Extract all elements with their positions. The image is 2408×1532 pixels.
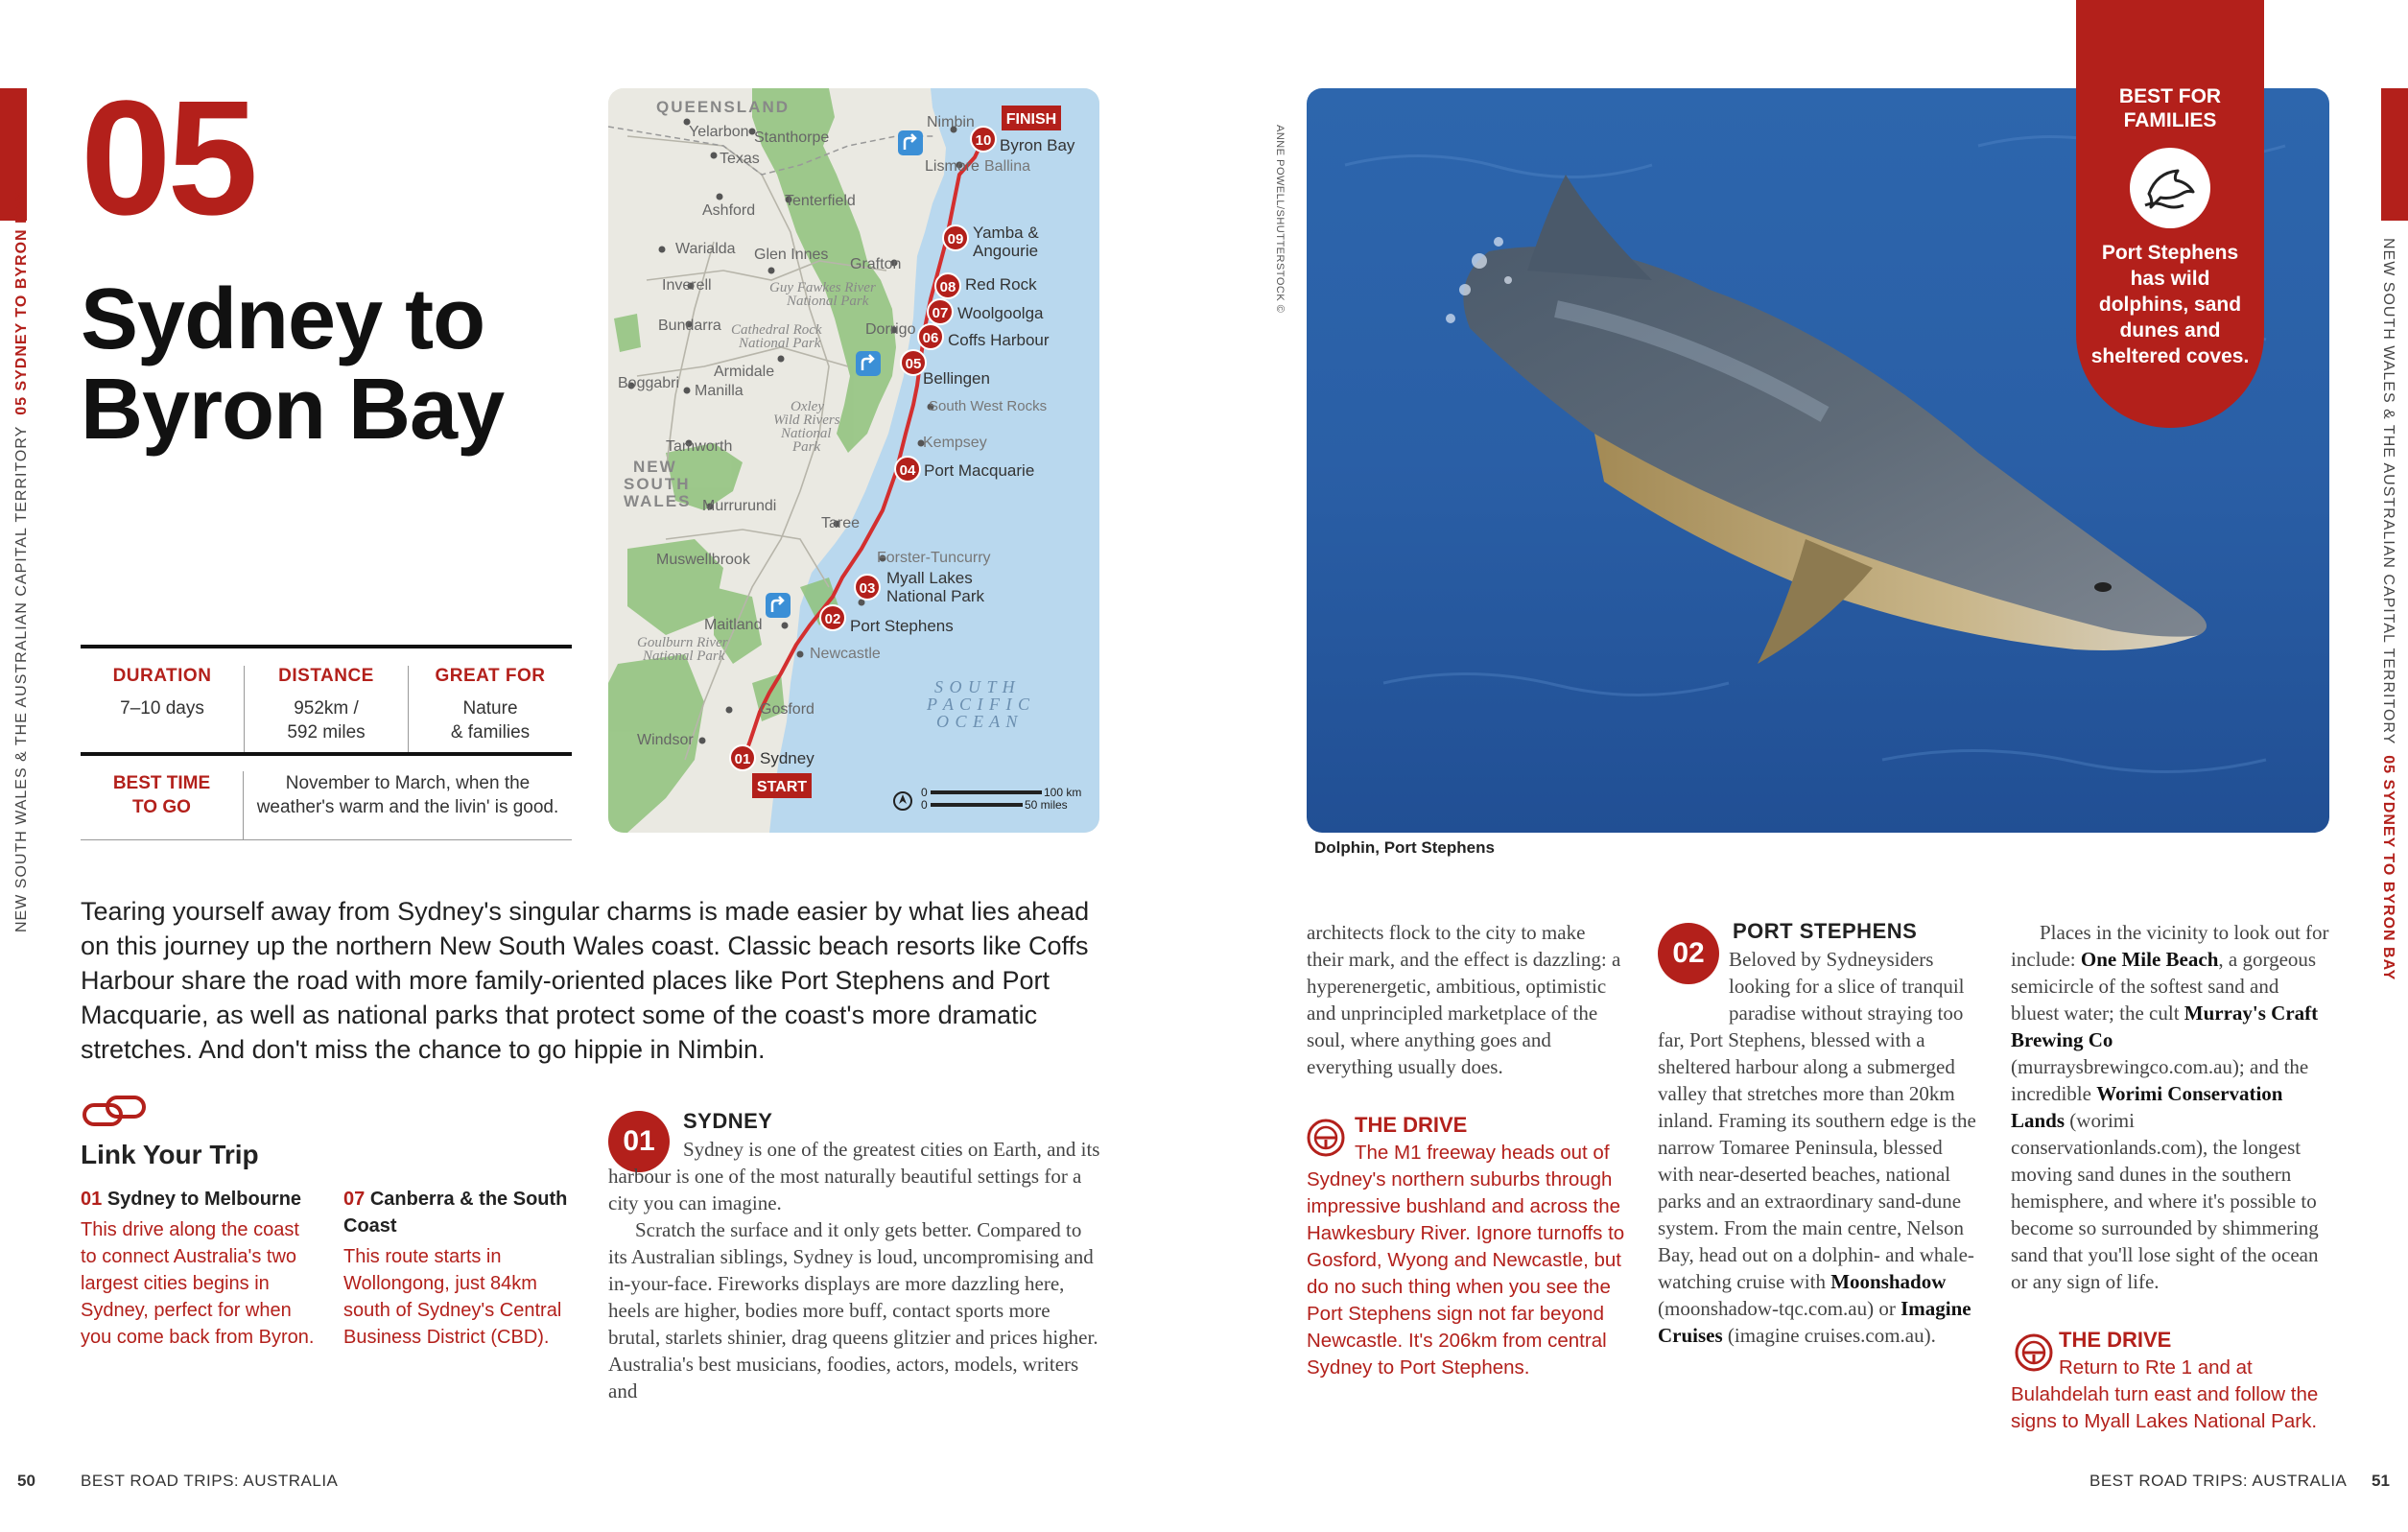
trip-title xyxy=(81,271,505,458)
side-running-head-left xyxy=(13,190,31,932)
map-stop-01 xyxy=(730,745,814,770)
svg-text:Cathedral Rock: Cathedral Rock xyxy=(731,322,822,338)
map-region-qld: QUEENSLAND xyxy=(656,98,791,116)
svg-text:03: 03 xyxy=(859,580,876,597)
stop-badge-02: 02 xyxy=(1658,923,1719,984)
svg-text:Nimbin: Nimbin xyxy=(927,114,975,130)
svg-text:Stanthorpe: Stanthorpe xyxy=(754,130,830,146)
svg-text:Warialda: Warialda xyxy=(675,241,736,257)
svg-text:Taree: Taree xyxy=(821,515,861,531)
fact-value: 952km / 592 miles xyxy=(287,698,366,742)
fact-label: GREAT FOR xyxy=(435,666,546,686)
sydney-text-continued: architects flock to the city to make their mark, and the effect is dazzling: a hyperenergetic, ambitious, optimistic and unprincipled marketplace of the soul, where anything goes and everything usually does. xyxy=(1307,921,1621,1078)
fact-value: 7–10 days xyxy=(120,698,204,719)
title-line-1: Sydney to xyxy=(81,271,485,367)
svg-text:Wild Rivers: Wild Rivers xyxy=(773,412,840,428)
route-map xyxy=(608,88,1099,833)
port-stephens-places-text: Places in the vicinity to look out for include: One Mile Beach, a gorgeous semicircle of the softest sand and bluest water; the cult Murray's Craft Brewing Co (murraysbrewingco.com.au); and the incredible Worimi Conservation Lands (worimi conservationlands.com), the longest moving sand dunes in the southern hemisphere, and where it's possible to become so surrounded by shimmering sand that you'll lose sight of the ocean or any sign of life. xyxy=(2011,921,2329,1293)
svg-text:Texas: Texas xyxy=(720,151,760,167)
link-your-trip-heading: Link Your Trip xyxy=(81,1140,259,1169)
dolphin-icon xyxy=(2130,148,2210,228)
svg-text:Grafton: Grafton xyxy=(850,256,902,272)
intro-paragraph: Tearing yourself away from Sydney's singular charms is made easier by what lies ahead on this journey up the northern New South Wales coast. Classic beach resorts like Coffs Harbour share the road with more family-oriented places like Port Stephens and Port Macquarie, as well as national parks that protect some of the coast's more dramatic stretches. And don't miss the chance to go hippie in Nimbin. xyxy=(81,897,1090,1064)
svg-text:Myall Lakes: Myall Lakes xyxy=(886,569,973,587)
svg-text:Gosford: Gosford xyxy=(760,701,814,718)
svg-text:Red Rock: Red Rock xyxy=(965,275,1037,294)
page-number-right: 51 xyxy=(2372,1472,2390,1490)
svg-text:50 miles: 50 miles xyxy=(1025,798,1068,812)
svg-text:10: 10 xyxy=(975,132,992,149)
page-number-left: 50 xyxy=(17,1472,35,1490)
linked-trip-text: This route starts in Wollongong, just 84km south of Sydney's Central Business District (CBD). xyxy=(343,1246,562,1348)
svg-text:Yelarbon: Yelarbon xyxy=(689,124,749,140)
drive-text-1: The M1 freeway heads out of Sydney's northern suburbs through impressive bushland and across the Hawkesbury River. Ignore turnoffs to Gosford, Wyong and Newcastle, but do no such thing when you see the Port Stephens sign not far beyond Newcastle. It's 206km from central Sydney to Port Stephens. xyxy=(1307,1142,1625,1379)
svg-text:Port Macquarie: Port Macquarie xyxy=(924,461,1035,480)
svg-text:National Park: National Park xyxy=(787,294,869,309)
side-label-plain: NEW SOUTH WALES & THE AUSTRALIAN CAPITAL TERRITORY xyxy=(13,425,30,932)
svg-text:Byron Bay: Byron Bay xyxy=(1000,136,1075,154)
svg-text:Ashford: Ashford xyxy=(702,202,756,219)
fact-great-for xyxy=(409,666,572,752)
linked-trip-07[interactable] xyxy=(343,1186,583,1351)
svg-text:Oxley: Oxley xyxy=(791,399,824,414)
svg-text:08: 08 xyxy=(939,279,956,295)
svg-text:Tenterfield: Tenterfield xyxy=(785,193,856,209)
svg-text:Boggabri: Boggabri xyxy=(618,375,680,391)
linked-trip-text: This drive along the coast to connect Australia's two largest cities begins in Sydney, perfect for when you come back from Byron. xyxy=(81,1219,315,1348)
svg-text:05: 05 xyxy=(905,356,922,372)
svg-text:South West Rocks: South West Rocks xyxy=(929,398,1048,414)
svg-text:NEW: NEW xyxy=(633,458,677,476)
linked-trip-title: 07 Canberra & the South Coast xyxy=(343,1189,568,1237)
svg-text:P A C I F I C: P A C I F I C xyxy=(927,695,1031,714)
svg-text:S O U T H: S O U T H xyxy=(934,677,1016,696)
svg-text:Newcastle: Newcastle xyxy=(810,646,881,662)
svg-text:Muswellbrook: Muswellbrook xyxy=(656,552,750,568)
stop-heading-port-stephens: PORT STEPHENS xyxy=(1733,919,1918,943)
trip-facts-box xyxy=(81,645,572,840)
svg-text:01: 01 xyxy=(734,751,751,767)
side-label-bold: 05 SYDNEY TO BYRON BAY xyxy=(2380,755,2396,981)
best-for-families-banner xyxy=(2076,0,2264,428)
map-start-label: START xyxy=(756,779,808,795)
footer-right: BEST ROAD TRIPS: AUSTRALIA xyxy=(2089,1472,2348,1490)
fact-value: Nature & families xyxy=(450,698,531,742)
photo-credit: ANNE POWELL/SHUTTERSTOCK © xyxy=(1274,125,1286,314)
svg-text:07: 07 xyxy=(932,305,949,321)
chain-link-icon xyxy=(81,1092,150,1130)
svg-text:Inverell: Inverell xyxy=(662,277,712,294)
side-label-bold: 05 SYDNEY TO BYRON BAY xyxy=(13,189,30,415)
svg-text:Park: Park xyxy=(792,439,821,455)
svg-text:Maitland: Maitland xyxy=(704,617,763,633)
fact-label: BEST TIME TO GO xyxy=(81,771,244,839)
svg-text:National Park: National Park xyxy=(739,336,821,351)
svg-text:04: 04 xyxy=(899,462,916,479)
svg-text:National Park: National Park xyxy=(886,587,985,605)
svg-text:0: 0 xyxy=(921,798,928,812)
svg-text:Ballina: Ballina xyxy=(984,158,1031,175)
drive-heading-2: THE DRIVE xyxy=(2059,1328,2172,1352)
footer-left: BEST ROAD TRIPS: AUSTRALIA xyxy=(81,1472,339,1490)
svg-text:Bundarra: Bundarra xyxy=(658,318,721,334)
drive-text-2: Return to Rte 1 and at Bulahdelah turn east and follow the signs to Myall Lakes National Park. xyxy=(2011,1356,2319,1432)
linked-trip-01[interactable] xyxy=(81,1186,320,1351)
banner-text: Port Stephens has wild dolphins, sand dunes and sheltered coves. xyxy=(2090,242,2250,367)
svg-text:Port Stephens: Port Stephens xyxy=(850,617,954,635)
svg-text:06: 06 xyxy=(922,330,939,346)
svg-text:O C E A N: O C E A N xyxy=(936,712,1019,731)
svg-text:Sydney: Sydney xyxy=(760,749,814,767)
svg-text:Angourie: Angourie xyxy=(973,242,1039,260)
stop-badge-01: 01 xyxy=(608,1111,670,1172)
fact-label: DISTANCE xyxy=(278,666,374,686)
fact-best-time xyxy=(81,756,572,840)
stop-01-text: Sydney is one of the greatest cities on Earth, and its harbour is one of the most naturally beautiful settings for a city you can imagine. xyxy=(608,1138,1100,1214)
svg-text:Coffs Harbour: Coffs Harbour xyxy=(948,331,1050,349)
trip-number: 05 xyxy=(81,67,255,249)
svg-text:100 km: 100 km xyxy=(1044,786,1082,799)
svg-text:Armidale: Armidale xyxy=(714,364,775,380)
fact-value: November to March, when the weather's warm and the livin' is good. xyxy=(256,773,559,817)
svg-text:09: 09 xyxy=(947,231,964,247)
title-line-2: Byron Bay xyxy=(81,362,505,458)
svg-text:Guy Fawkes River: Guy Fawkes River xyxy=(769,280,876,295)
stop-01-text-2: Scratch the surface and it only gets better. Compared to its Australian siblings, Sydney is loud, uncompromising and in-your-face. Fireworks displays are more dazzling here, heels are higher, bodies more buff, contact sports more brutal, starlets shinier, drag queens glitzier and prices higher. Australia's best musicians, foodies, actors, models, writers and xyxy=(608,1218,1098,1402)
photo-caption: Dolphin, Port Stephens xyxy=(1314,838,1495,857)
svg-text:02: 02 xyxy=(824,611,841,627)
drive-heading-1: THE DRIVE xyxy=(1355,1113,1468,1137)
svg-text:Murrurundi: Murrurundi xyxy=(702,498,777,514)
svg-text:Manilla: Manilla xyxy=(695,383,744,399)
svg-text:SOUTH: SOUTH xyxy=(624,475,691,493)
svg-text:Lismore: Lismore xyxy=(925,158,980,175)
fact-distance xyxy=(245,666,409,752)
svg-text:National Park: National Park xyxy=(643,648,725,664)
svg-text:Tamworth: Tamworth xyxy=(666,438,733,455)
linked-trip-title: 01 Sydney to Melbourne xyxy=(81,1189,302,1210)
svg-text:Goulburn River: Goulburn River xyxy=(637,635,728,650)
side-running-head-right xyxy=(2379,238,2396,980)
svg-text:Yamba &: Yamba & xyxy=(973,224,1039,242)
svg-text:Forster-Tuncurry: Forster-Tuncurry xyxy=(877,550,991,566)
stop-heading-sydney: SYDNEY xyxy=(683,1109,773,1133)
svg-text:National: National xyxy=(781,426,832,441)
svg-text:Glen Innes: Glen Innes xyxy=(754,247,829,263)
stop-02-text: Beloved by Sydneysiders looking for a slice of tranquil paradise without straying too far, Port Stephens, blessed with a sheltered harbour along a submerged valley that stretches more than 20km inland. Framing its southern edge is the narrow Tomaree Peninsula, blessed with near-deserted beaches, national parks and an extraordinary sand-dune system. From the main centre, Nelson Bay, head out on a dolphin- and whale-watching cruise with Moonshadow (moonshadow-tqc.com.au) or Imagine Cruises (imagine cruises.com.au). xyxy=(1658,948,1976,1347)
svg-text:Woolgoolga: Woolgoolga xyxy=(957,304,1044,322)
svg-text:Kempsey: Kempsey xyxy=(923,435,987,451)
svg-text:0: 0 xyxy=(921,786,928,799)
map-finish-label: FINISH xyxy=(1005,111,1057,128)
svg-text:WALES: WALES xyxy=(624,492,692,510)
chapter-tab-right xyxy=(2381,88,2408,221)
side-label-plain: NEW SOUTH WALES & THE AUSTRALIAN CAPITAL TERRITORY xyxy=(2380,238,2396,745)
svg-text:Windsor: Windsor xyxy=(637,732,694,748)
fact-label: DURATION xyxy=(112,666,212,686)
fact-duration xyxy=(81,666,245,752)
banner-title: BEST FOR FAMILIES xyxy=(2118,85,2222,131)
svg-text:Bellingen: Bellingen xyxy=(923,369,990,388)
svg-text:Dorrigo: Dorrigo xyxy=(865,321,916,338)
